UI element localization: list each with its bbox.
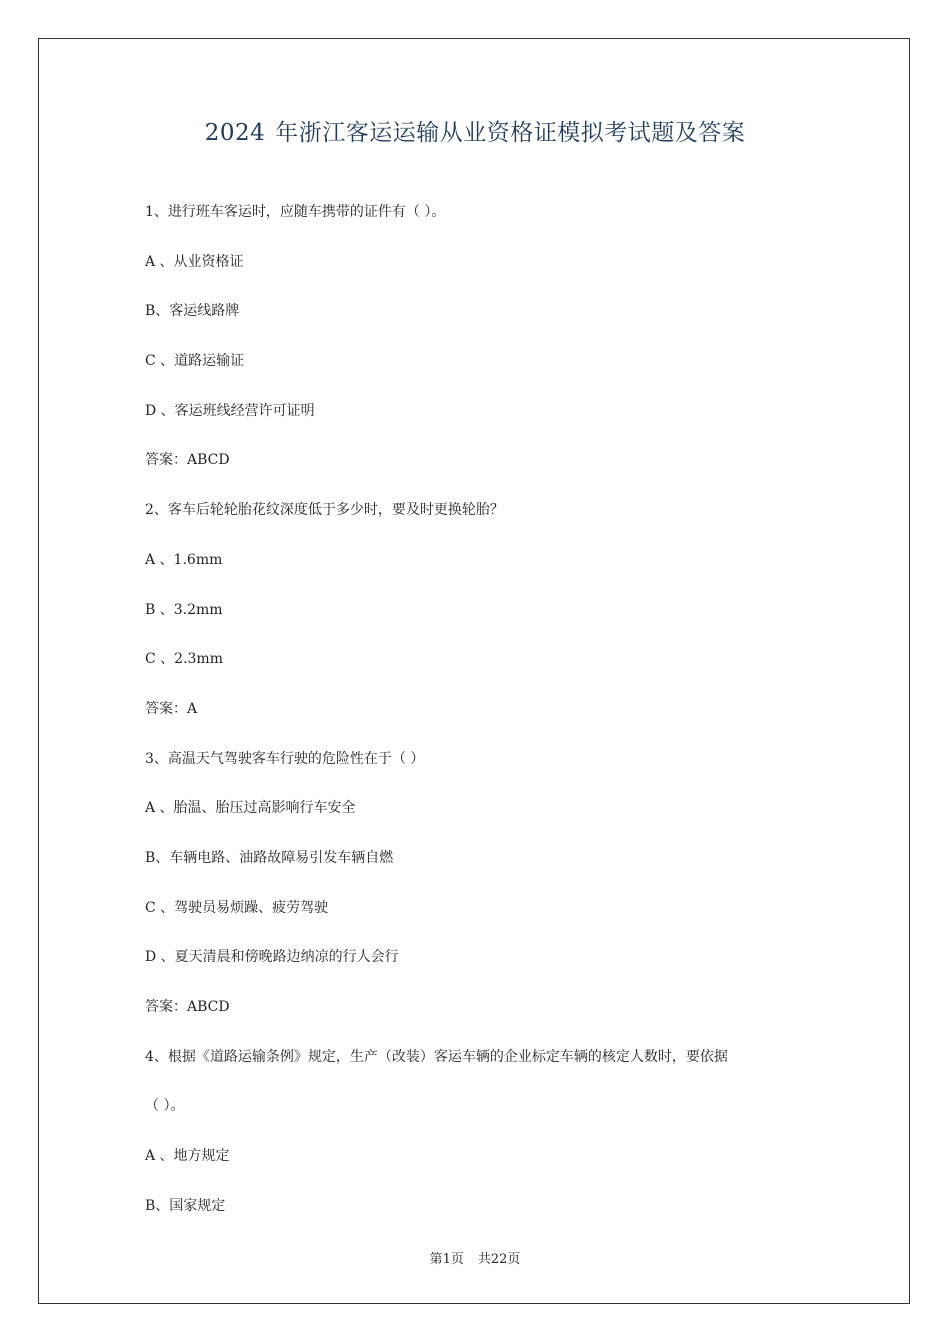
q3-option-c: C 、驾驶员易烦躁、疲劳驾驶: [145, 899, 329, 916]
q2-option-a: A 、1.6mm: [145, 551, 223, 568]
page-footer: [0, 1248, 950, 1267]
q3-answer: 答案：ABCD: [145, 999, 230, 1015]
q2-option-c: C 、2.3mm: [145, 651, 223, 668]
q3-question: 3、高温天气驾驶客车行驶的危险性在于（ ）: [145, 750, 425, 767]
q4-option-b: B、国家规定: [145, 1197, 226, 1214]
q2-answer: 答案：A: [145, 700, 198, 717]
q4-question-continued: （ ）。: [145, 1098, 185, 1115]
q4-question: 4、根据《道路运输条例》规定，生产（改装）客运车辆的企业标定车辆的核定人数时，要依据: [145, 1048, 728, 1065]
q1-answer: 答案：ABCD: [145, 452, 230, 469]
q1-option-c: C 、道路运输证: [145, 353, 245, 370]
q1-option-b: B、客运线路牌: [145, 303, 240, 320]
q3-option-a: A 、胎温、胎压过高影响行车安全: [145, 800, 356, 817]
document-title: [0, 114, 950, 147]
q2-question: 2、客车后轮轮胎花纹深度低于多少时，要及时更换轮胎？: [145, 502, 504, 519]
title-text: 年浙江客运运输从业资格证模拟考试题及答案: [275, 120, 746, 146]
q1-option-a: A 、从业资格证: [145, 253, 244, 270]
q3-option-d: D 、夏天清晨和傍晚路边纳凉的行人会行: [145, 949, 399, 966]
q3-option-b: B、车辆电路、油路故障易引发车辆自燃: [145, 849, 394, 866]
document-body: [145, 202, 835, 1245]
q2-option-b: B 、3.2mm: [145, 601, 223, 618]
title-year: 2024: [204, 120, 266, 146]
q1-option-d: D 、客运班线经营许可证明: [145, 402, 315, 419]
q4-option-a: A 、地方规定: [145, 1148, 230, 1165]
q1-question: 1、进行班车客运时，应随车携带的证件有（ ）。: [145, 204, 446, 220]
total-pages: 共22页: [477, 1252, 521, 1267]
page-number: 第1页: [429, 1252, 464, 1267]
